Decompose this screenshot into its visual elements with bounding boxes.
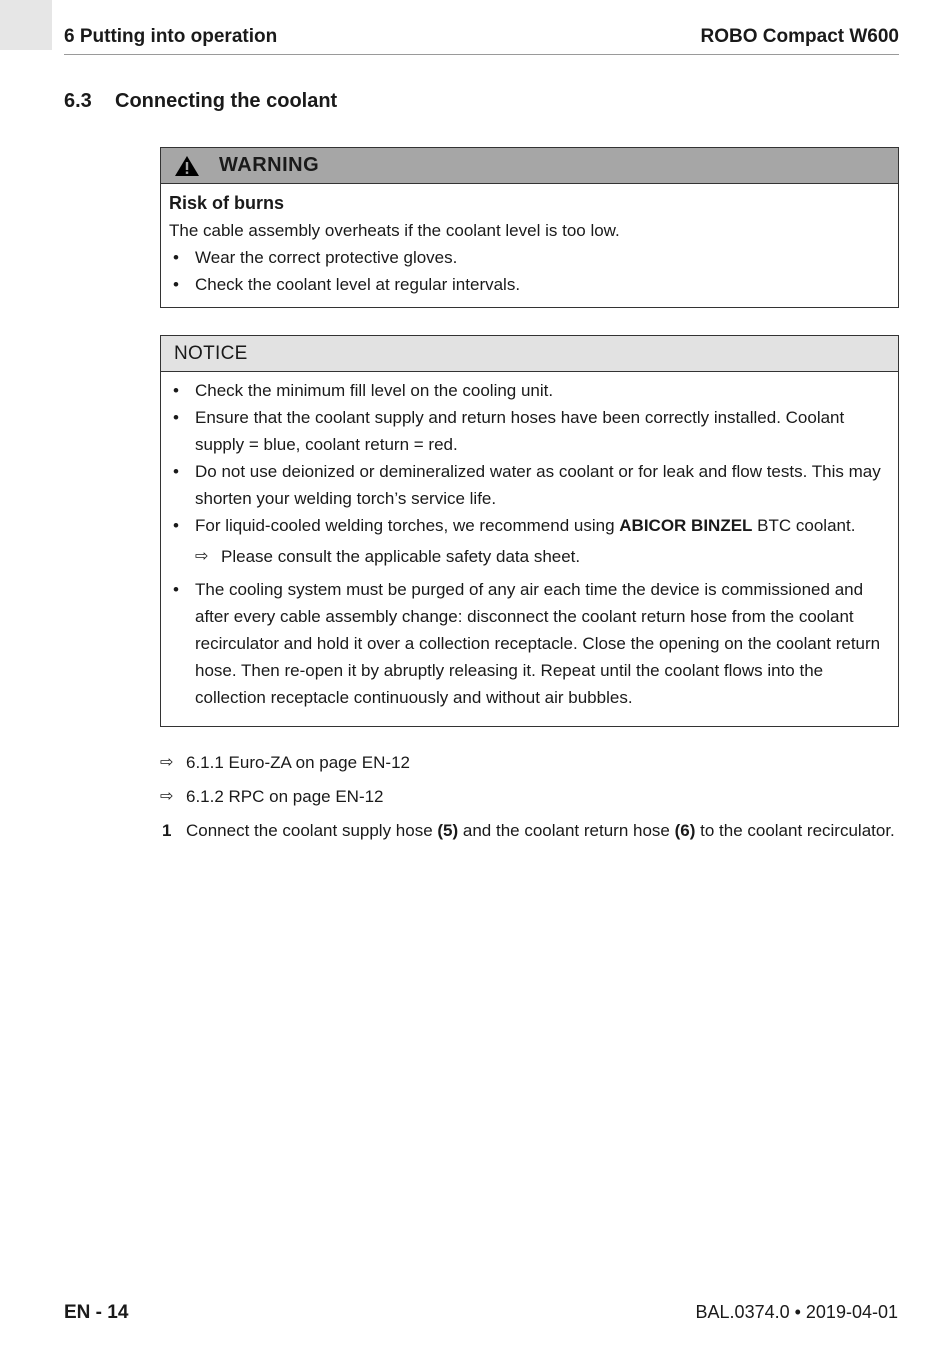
section-heading	[64, 90, 337, 113]
warning-triangle-icon	[174, 155, 200, 177]
arrow-right-icon: ⇨	[195, 548, 209, 565]
warning-body	[161, 184, 898, 298]
notice-body	[161, 372, 898, 711]
warning-list	[169, 244, 890, 298]
notice-list	[169, 377, 890, 711]
step-text-3: to the coolant recirculator.	[695, 821, 895, 840]
warning-box	[160, 147, 899, 308]
section-number: 6.3	[64, 90, 92, 112]
list-item	[169, 512, 890, 570]
cross-reference[interactable]	[160, 783, 900, 810]
risk-title: Risk of burns	[169, 193, 285, 213]
safety-sheet-reference	[195, 543, 890, 570]
return-hose-ref: (6)	[674, 821, 696, 840]
step-text-2: and the coolant return hose	[458, 821, 675, 840]
step-number: 1	[162, 821, 172, 840]
warning-label: WARNING	[219, 154, 320, 176]
list-item: • Do not use deionized or demineralized water as coolant or for leak and flow tests. This may shorten your welding torch’s service life.	[169, 458, 890, 512]
page-header	[64, 24, 899, 55]
corner-tab	[0, 0, 52, 50]
step-text-1: Connect the coolant supply hose	[186, 821, 438, 840]
warning-text: The cable assembly overheats if the coolant level is too low.	[169, 221, 620, 240]
page-number: EN - 14	[64, 1302, 129, 1323]
arrow-right-icon: ⇨	[160, 754, 174, 771]
list-item: • Check the coolant level at regular intervals.	[169, 271, 890, 298]
list-item: • The cooling system must be purged of any air each time the device is commissioned and after every cable assembly change: disconnect the coolant return hose from the coolant recirculator and hold it over a collection receptacle. Close the opening on the coolant return hose. Then re-open it by abruptly releasing it. Repeat until the coolant flows into the collection receptacle continuously and without air bubbles.	[169, 576, 890, 711]
supply-hose-ref: (5)	[437, 821, 459, 840]
list-item: • Ensure that the coolant supply and return hoses have been correctly installed. Coolant supply = blue, coolant return = red.	[169, 404, 890, 458]
chapter-title: 6 Putting into operation	[64, 26, 278, 47]
cross-reference-link[interactable]: 6.1.2 RPC on page EN-12	[186, 787, 384, 806]
brand-name: ABICOR BINZEL	[619, 516, 753, 535]
notice-header	[161, 336, 898, 372]
notice-box	[160, 335, 899, 727]
procedure	[160, 749, 900, 844]
notice-label: NOTICE	[174, 343, 248, 364]
document-id: BAL.0374.0 • 2019-04-01	[695, 1302, 898, 1322]
list-item: • Check the minimum fill level on the cooling unit.	[169, 377, 890, 404]
arrow-right-icon: ⇨	[160, 788, 174, 805]
cross-reference[interactable]	[160, 749, 900, 776]
warning-header	[161, 148, 898, 184]
coolant-recommendation-prefix: For liquid-cooled welding torches, we recommend using	[195, 516, 620, 535]
product-name: ROBO Compact W600	[700, 26, 899, 47]
procedure-step	[160, 817, 900, 844]
section-title: Connecting the coolant	[115, 90, 338, 112]
list-item: • Wear the correct protective gloves.	[169, 244, 890, 271]
cross-reference-link[interactable]: 6.1.1 Euro-ZA on page EN-12	[186, 753, 410, 772]
reference-text: Please consult the applicable safety data sheet.	[221, 547, 581, 566]
coolant-recommendation-suffix: BTC coolant.	[752, 516, 856, 535]
